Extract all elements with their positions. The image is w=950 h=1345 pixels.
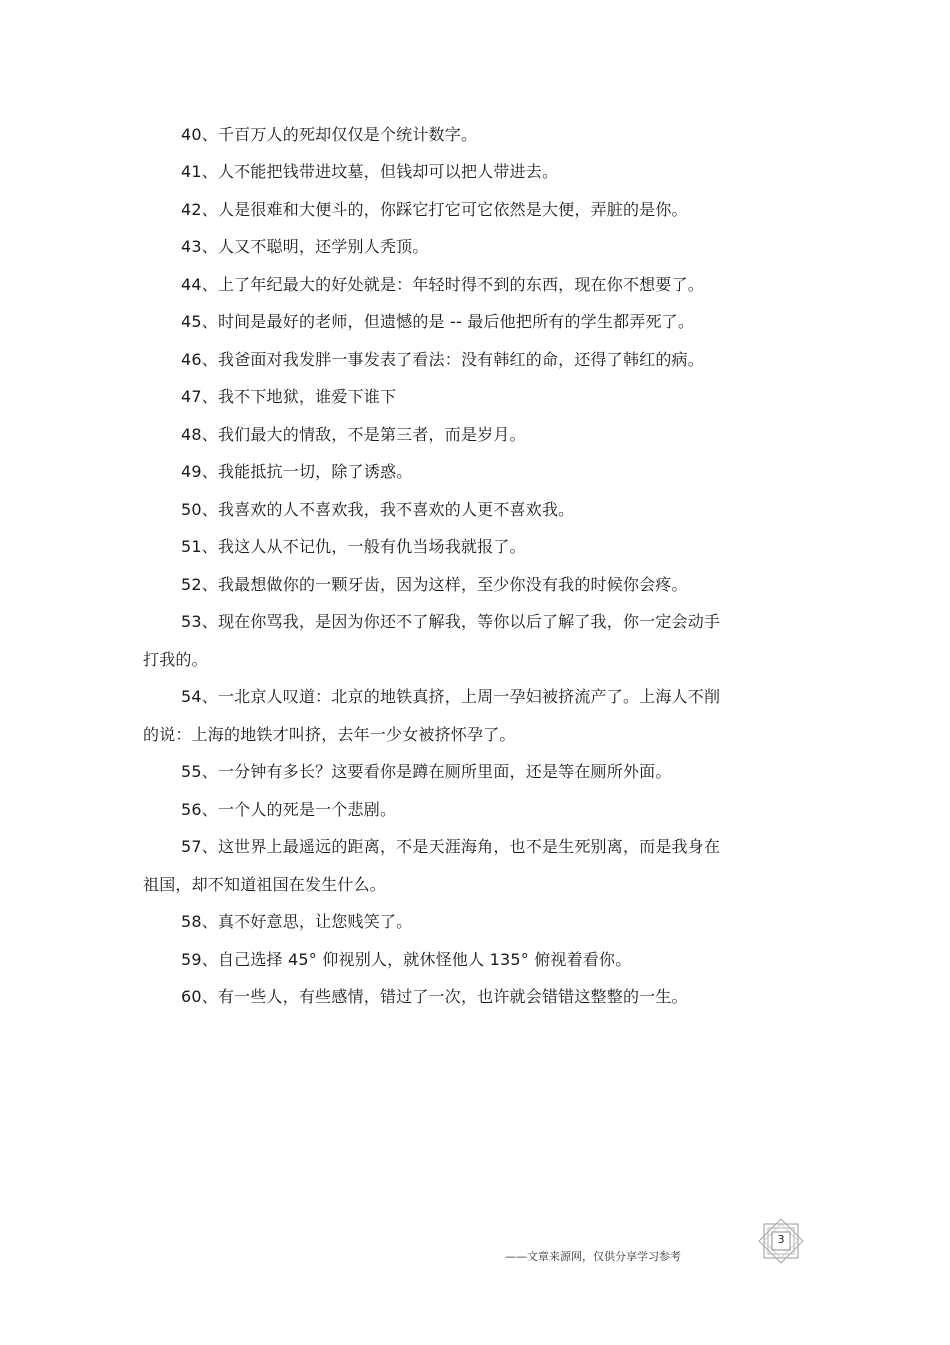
footer-source-note: ——文章来源网，仅供分享学习参考 [505,1250,681,1263]
text-line-46: 46、我爸面对我发胖一事发表了看法：没有韩红的命，还得了韩红的病。 [181,350,704,369]
text-line-53-cont: 打我的。 [143,650,208,669]
text-line-45: 45、时间是最好的老师，但遗憾的是 -- 最后他把所有的学生都弄死了。 [181,312,695,331]
text-line-57: 57、这世界上最遥远的距离，不是天涯海角，也不是生死别离，而是我身在 [181,837,721,856]
text-line-51: 51、我这人从不记仇，一般有仇当场我就报了。 [181,537,526,556]
text-line-41: 41、人不能把钱带进坟墓，但钱却可以把人带进去。 [181,162,559,181]
text-line-54: 54、一北京人叹道：北京的地铁真挤，上周一孕妇被挤流产了。上海人不削 [181,687,721,706]
page-number-badge [756,1218,806,1264]
text-line-60: 60、有一些人，有些感情，错过了一次，也许就会错错这整整的一生。 [181,987,688,1006]
text-line-47: 47、我不下地狱，谁爱下谁下 [181,387,397,406]
text-line-52: 52、我最想做你的一颗牙齿，因为这样，至少你没有我的时候你会疼。 [181,575,688,594]
text-line-56: 56、一个人的死是一个悲剧。 [181,800,397,819]
text-line-49: 49、我能抵抗一切，除了诱惑。 [181,462,413,481]
page-number: 3 [777,1233,785,1246]
text-line-58: 58、真不好意思，让您贱笑了。 [181,912,413,931]
text-line-50: 50、我喜欢的人不喜欢我，我不喜欢的人更不喜欢我。 [181,500,575,519]
text-line-54-cont: 的说：上海的地铁才叫挤，去年一少女被挤怀孕了。 [143,725,516,744]
text-line-48: 48、我们最大的情敌，不是第三者，而是岁月。 [181,425,526,444]
text-line-55: 55、一分钟有多长？这要看你是蹲在厕所里面，还是等在厕所外面。 [181,762,672,781]
text-line-42: 42、人是很难和大便斗的，你踩它打它可它依然是大便，弄脏的是你。 [181,200,688,219]
text-line-40: 40、千百万人的死却仅仅是个统计数字。 [181,125,478,144]
text-line-57-cont: 祖国，却不知道祖国在发生什么。 [143,875,387,894]
text-line-59: 59、自己选择 45° 仰视别人，就休怪他人 135° 俯视着看你。 [181,950,632,969]
text-line-44: 44、上了年纪最大的好处就是：年轻时得不到的东西，现在你不想要了。 [181,275,704,294]
text-line-43: 43、人又不聪明，还学别人秃顶。 [181,237,429,256]
text-line-53: 53、现在你骂我，是因为你还不了解我，等你以后了解了我，你一定会动手 [181,612,721,631]
